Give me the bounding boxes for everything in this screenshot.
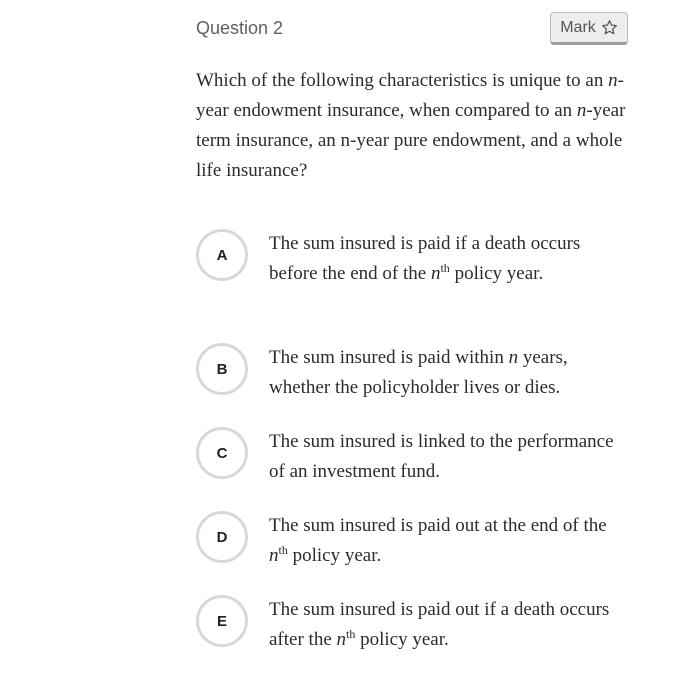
option-a-text: The sum insured is paid if a death occurs before the end of the $n^{th}$ policy year.	[269, 233, 581, 284]
option-e-letter-circle[interactable]: E	[196, 595, 248, 647]
mark-label: Mark	[560, 18, 596, 36]
option-c-letter-circle[interactable]: C	[196, 427, 248, 479]
option-c-text: The sum insured is linked to the performance of an investment fund.	[269, 431, 614, 482]
option-b[interactable]	[196, 343, 636, 403]
option-a[interactable]	[196, 229, 636, 289]
mark-button[interactable]	[550, 12, 628, 45]
option-d-letter-circle[interactable]: D	[196, 511, 248, 563]
option-e-text: The sum insured is paid out if a death occurs after the $n^{th}$ policy year.	[269, 599, 610, 650]
variable-n: n	[608, 70, 618, 91]
star-outline-icon	[601, 19, 618, 36]
question-header	[196, 12, 628, 46]
question-text: Which of the following characteristics is unique to an n-year endowment insurance, when compared to an n-year term insurance, an n-year pure endowment, and a whole life insurance?	[196, 70, 626, 181]
option-e[interactable]	[196, 595, 636, 655]
question-number: Question 2	[196, 18, 284, 38]
variable-n: n	[576, 100, 587, 121]
option-c[interactable]	[196, 427, 636, 487]
option-d[interactable]	[196, 511, 636, 571]
option-b-letter-circle[interactable]: B	[196, 343, 248, 395]
option-a-letter-circle[interactable]: A	[196, 229, 248, 281]
option-b-text: The sum insured is paid within n years, whether the policyholder lives or dies.	[269, 347, 568, 398]
option-d-text: The sum insured is paid out at the end of the $n^{th}$ policy year.	[269, 515, 607, 566]
